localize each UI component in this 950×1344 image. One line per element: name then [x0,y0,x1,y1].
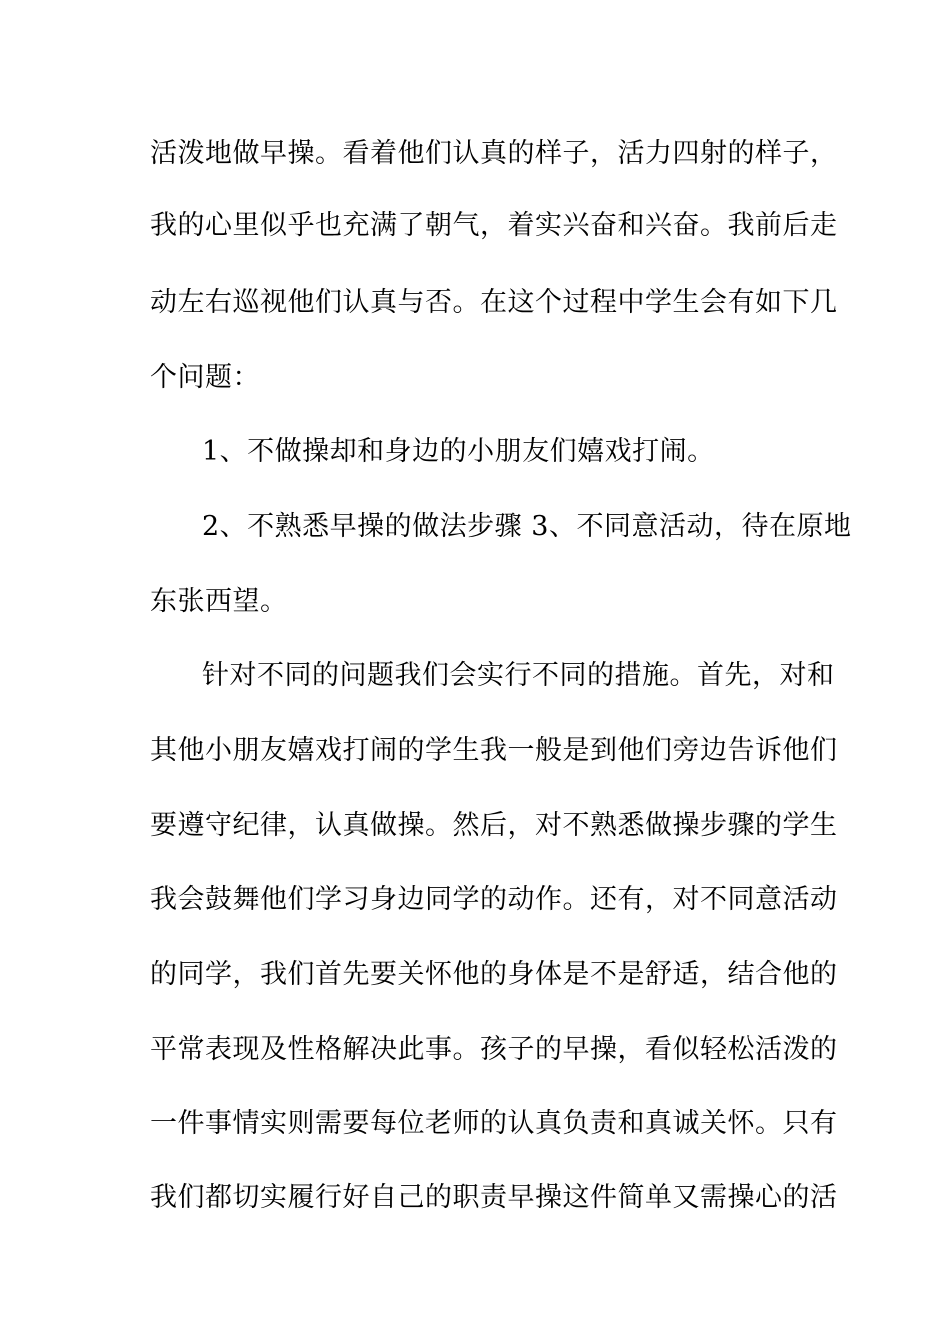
text-line: 其他小朋友嬉戏打闹的学生我一般是到他们旁边告诉他们 [150,735,838,766]
text-line: 我们都切实履行好自己的职责早操这件简单又需操心的活 [150,1182,838,1213]
list-item: 1、不做操却和身边的小朋友们嬉戏打闹。 [202,436,715,467]
text-line: 动左右巡视他们认真与否。在这个过程中学生会有如下几 [150,287,838,318]
text-line: 活泼地做早操。看着他们认真的样子，活力四射的样子， [150,138,838,169]
list-item: 2、不熟悉早操的做法步骤 3、不同意活动，待在原地 [202,511,852,542]
text-line: 的同学，我们首先要关怀他的身体是不是舒适，结合他的 [150,959,838,990]
text-line: 一件事情实则需要每位老师的认真负责和真诚关怀。只有 [150,1108,838,1139]
text-line: 东张西望。 [150,586,288,617]
text-line: 我会鼓舞他们学习身边同学的动作。还有，对不同意活动 [150,884,838,915]
text-line: 要遵守纪律，认真做操。然后，对不熟悉做操步骤的学生 [150,810,838,841]
text-line: 我的心里似乎也充满了朝气，着实兴奋和兴奋。我前后走 [150,210,838,241]
paragraph-start: 针对不同的问题我们会实行不同的措施。首先，对和 [202,660,835,691]
text-line: 平常表现及性格解决此事。孩子的早操，看似轻松活泼的 [150,1034,838,1065]
text-line: 个问题： [150,362,260,393]
